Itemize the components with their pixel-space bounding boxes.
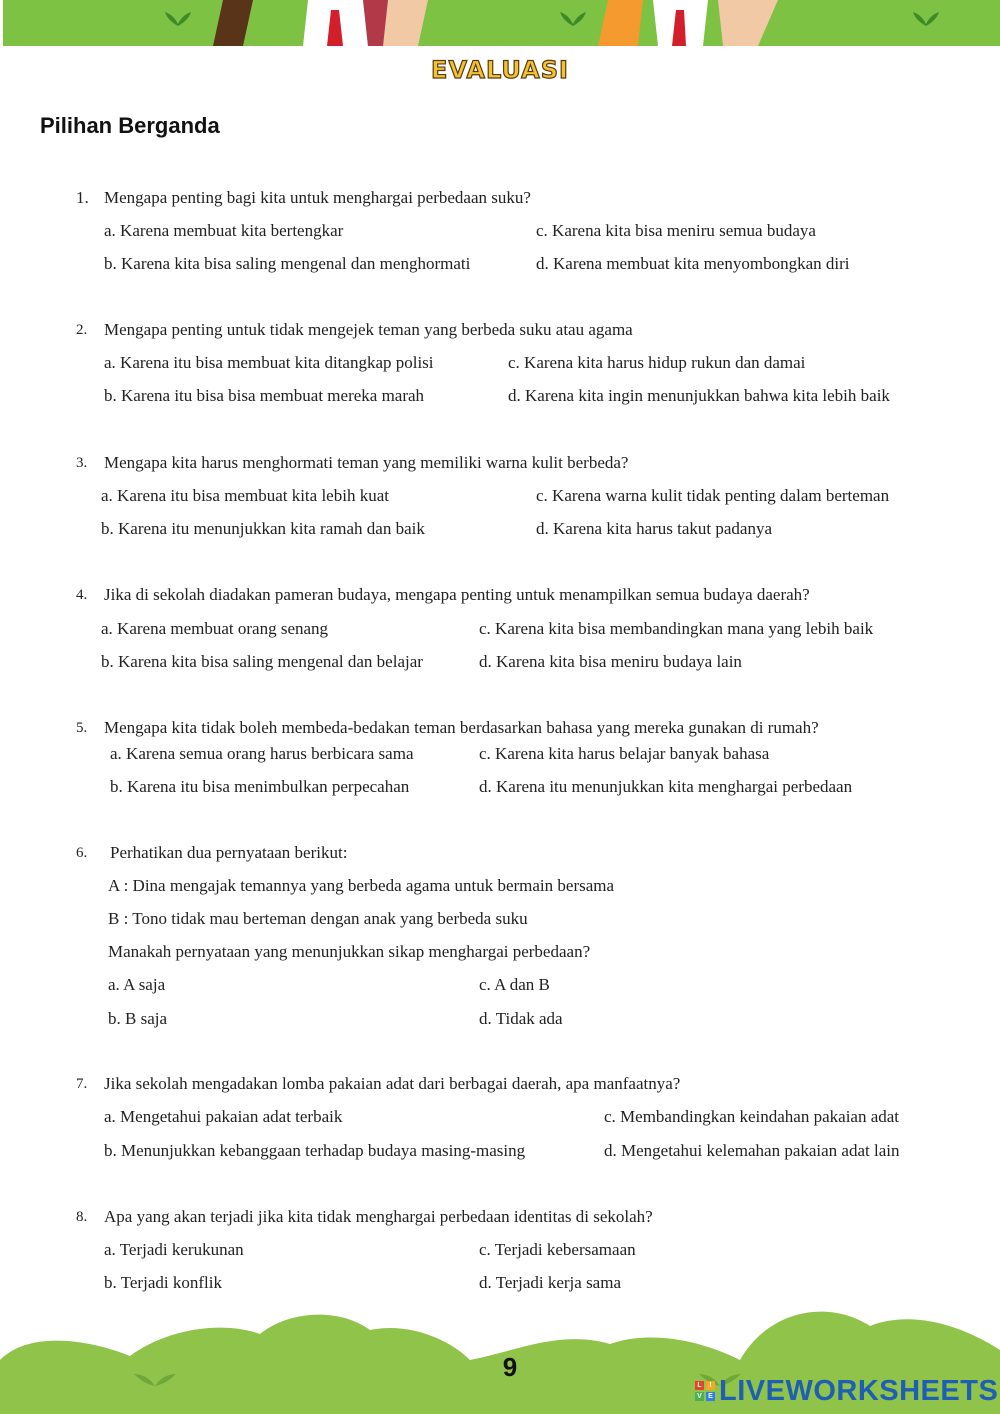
statement-a: A : Dina mengajak temannya yang berbeda agama untuk bermain bersama xyxy=(108,876,615,895)
question-number: 6. xyxy=(76,845,88,861)
option-d[interactable]: d. Karena kita bisa meniru budaya lain xyxy=(479,652,742,671)
option-d[interactable]: d. Tidak ada xyxy=(479,1009,563,1028)
option-b[interactable]: b. Karena kita bisa saling mengenal dan menghormati xyxy=(104,254,471,273)
question-number: 7. xyxy=(76,1076,88,1092)
option-d[interactable]: d. Mengetahui kelemahan pakaian adat lain xyxy=(604,1141,900,1160)
option-b[interactable]: b. Karena itu bisa menimbulkan perpecahan xyxy=(110,777,410,796)
student-illustration xyxy=(598,0,788,46)
liveworksheets-logo[interactable] xyxy=(695,1374,998,1408)
option-d[interactable]: d. Karena kita harus takut padanya xyxy=(536,519,773,538)
option-a[interactable]: a. Karena itu bisa membuat kita ditangkap polisi xyxy=(104,353,434,372)
option-b[interactable]: b. Menunjukkan kebanggaan terhadap budaya masing-masing xyxy=(104,1141,526,1160)
option-a[interactable]: a. Karena itu bisa membuat kita lebih kuat xyxy=(101,486,389,505)
question-number: 2. xyxy=(76,322,88,338)
option-c[interactable]: c. Membandingkan keindahan pakaian adat xyxy=(604,1107,900,1126)
option-b[interactable]: b. Karena itu bisa bisa membuat mereka marah xyxy=(104,386,425,405)
option-c[interactable]: c. Karena warna kulit tidak penting dalam berteman xyxy=(536,486,890,505)
question-number: 3. xyxy=(76,455,88,471)
logo-grid-icon: L I V E xyxy=(695,1381,715,1401)
question-text: Apa yang akan terjadi jika kita tidak menghargai perbedaan identitas di sekolah? xyxy=(104,1207,653,1226)
page-number: 9 xyxy=(502,1352,518,1382)
leaf-icon xyxy=(165,10,191,26)
question-text: Jika sekolah mengadakan lomba pakaian adat dari berbagai daerah, apa manfaatnya? xyxy=(104,1074,681,1093)
question-number: 5. xyxy=(76,720,88,736)
option-c[interactable]: c. Karena kita harus hidup rukun dan damai xyxy=(508,353,806,372)
option-a[interactable]: a. Karena membuat orang senang xyxy=(101,619,329,638)
leaf-icon xyxy=(560,10,586,26)
student-illustration xyxy=(213,0,433,46)
section-title: Pilihan Berganda xyxy=(40,113,220,138)
question-text: Mengapa kita tidak boleh membeda-bedakan teman berdasarkan bahasa yang mereka gunakan di rumah? xyxy=(104,718,819,737)
option-a[interactable]: a. Karena membuat kita bertengkar xyxy=(104,221,344,240)
question-prompt: Manakah pernyataan yang menunjukkan sikap menghargai perbedaan? xyxy=(108,942,591,961)
option-c[interactable]: c. Karena kita harus belajar banyak bahasa xyxy=(479,744,770,763)
option-b[interactable]: b. Terjadi konflik xyxy=(104,1273,222,1292)
option-a[interactable]: a. Mengetahui pakaian adat terbaik xyxy=(104,1107,343,1126)
option-c[interactable]: c. Terjadi kebersamaan xyxy=(479,1240,636,1259)
option-a[interactable]: a. A saja xyxy=(108,975,166,994)
option-d[interactable]: d. Karena kita ingin menunjukkan bahwa kita lebih baik xyxy=(508,386,890,405)
option-c[interactable]: c. Karena kita bisa membandingkan mana yang lebih baik xyxy=(479,619,874,638)
leaf-icon xyxy=(913,10,939,26)
question-text: Jika di sekolah diadakan pameran budaya, mengapa penting untuk menampilkan semua budaya daerah? xyxy=(104,585,810,604)
question-number: 1. xyxy=(76,188,89,207)
option-c[interactable]: c. Karena kita bisa meniru semua budaya xyxy=(536,221,816,240)
question-text: Mengapa penting untuk tidak mengejek teman yang berbeda suku atau agama xyxy=(104,320,633,339)
option-b[interactable]: b. Karena itu menunjukkan kita ramah dan baik xyxy=(101,519,425,538)
option-b[interactable]: b. Karena kita bisa saling mengenal dan belajar xyxy=(101,652,423,671)
option-d[interactable]: d. Karena itu menunjukkan kita menghargai perbedaan xyxy=(479,777,853,796)
option-a[interactable]: a. Terjadi kerukunan xyxy=(104,1240,244,1259)
question-text: Perhatikan dua pernyataan berikut: xyxy=(110,843,348,862)
question-text: Mengapa penting bagi kita untuk menghargai perbedaan suku? xyxy=(104,188,531,207)
question-number: 8. xyxy=(76,1209,88,1225)
statement-b: B : Tono tidak mau berteman dengan anak yang berbeda suku xyxy=(108,909,528,928)
option-d[interactable]: d. Karena membuat kita menyombongkan diri xyxy=(536,254,850,273)
question-text: Mengapa kita harus menghormati teman yang memiliki warna kulit berbeda? xyxy=(104,453,629,472)
option-b[interactable]: b. B saja xyxy=(108,1009,168,1028)
top-banner xyxy=(3,0,1000,46)
page-title: EVALUASI xyxy=(431,56,569,84)
option-a[interactable]: a. Karena semua orang harus berbicara sama xyxy=(110,744,414,763)
option-c[interactable]: c. A dan B xyxy=(479,975,550,994)
brand-text: LIVEWORKSHEETS xyxy=(719,1374,999,1407)
option-d[interactable]: d. Terjadi kerja sama xyxy=(479,1273,621,1292)
question-number: 4. xyxy=(76,587,88,603)
